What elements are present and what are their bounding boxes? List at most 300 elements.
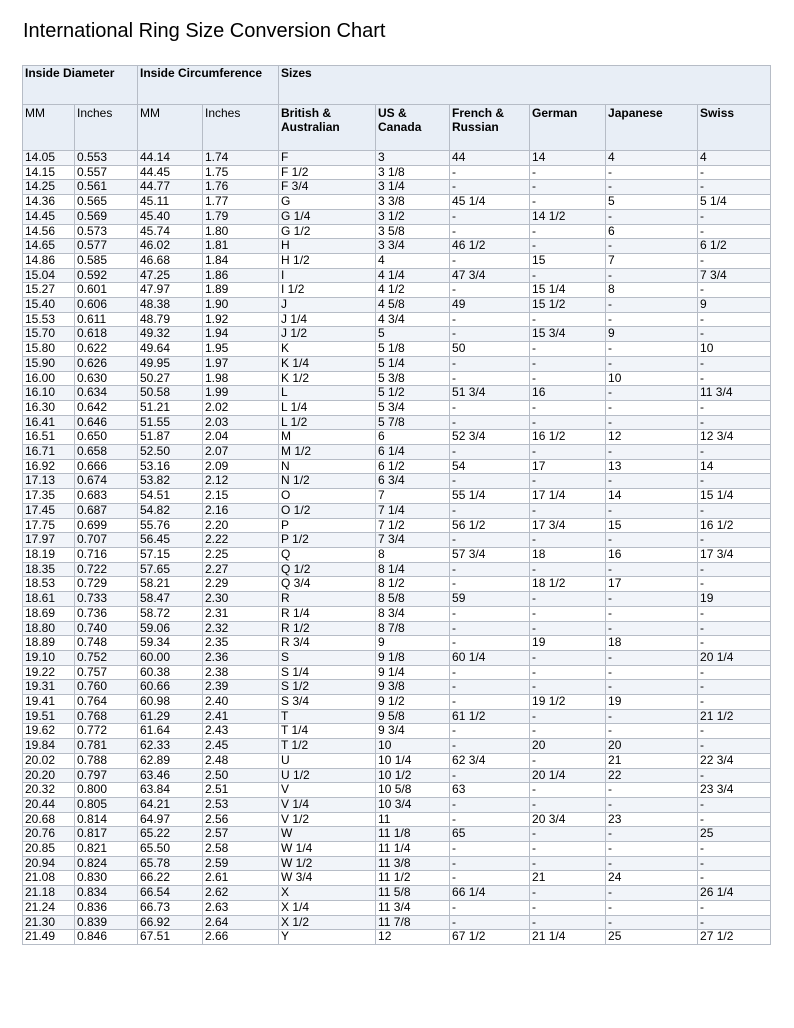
table-row bbox=[23, 180, 771, 195]
table-cell: 0.557 bbox=[75, 165, 138, 180]
table-cell: 17 bbox=[530, 459, 606, 474]
table-cell: 63 bbox=[450, 783, 530, 798]
table-cell: 5 3/4 bbox=[376, 400, 450, 415]
table-cell: 0.772 bbox=[75, 724, 138, 739]
table-cell: - bbox=[606, 827, 698, 842]
table-cell: 11 bbox=[376, 812, 450, 827]
table-cell: 9 5/8 bbox=[376, 709, 450, 724]
table-cell: 0.740 bbox=[75, 621, 138, 636]
col-diameter-mm: MM bbox=[23, 105, 75, 151]
table-cell: 54.51 bbox=[138, 489, 203, 504]
table-cell: 15 1/4 bbox=[698, 489, 771, 504]
table-row bbox=[23, 209, 771, 224]
table-cell: - bbox=[698, 312, 771, 327]
col-us-canada: US & Canada bbox=[376, 105, 450, 151]
table-cell: 8 3/4 bbox=[376, 606, 450, 621]
table-cell: 0.716 bbox=[75, 547, 138, 562]
table-cell: 17.35 bbox=[23, 489, 75, 504]
table-cell: U 1/2 bbox=[279, 768, 376, 783]
table-cell: - bbox=[530, 533, 606, 548]
table-cell: 14 bbox=[698, 459, 771, 474]
table-row bbox=[23, 533, 771, 548]
table-cell: 2.62 bbox=[203, 886, 279, 901]
table-cell: X bbox=[279, 886, 376, 901]
table-cell: W 3/4 bbox=[279, 871, 376, 886]
table-cell: 21.08 bbox=[23, 871, 75, 886]
table-cell: 16 1/2 bbox=[530, 430, 606, 445]
table-cell: 20.02 bbox=[23, 753, 75, 768]
table-cell: - bbox=[530, 562, 606, 577]
table-cell: 15.40 bbox=[23, 298, 75, 313]
table-row bbox=[23, 709, 771, 724]
table-row bbox=[23, 930, 771, 945]
table-cell: 57.15 bbox=[138, 547, 203, 562]
table-cell: - bbox=[530, 709, 606, 724]
table-cell: - bbox=[450, 724, 530, 739]
table-row bbox=[23, 151, 771, 166]
table-cell: 20 1/4 bbox=[530, 768, 606, 783]
table-cell: 1.75 bbox=[203, 165, 279, 180]
table-cell: - bbox=[450, 577, 530, 592]
table-row bbox=[23, 312, 771, 327]
table-cell: 52.50 bbox=[138, 445, 203, 460]
table-row bbox=[23, 871, 771, 886]
table-cell: 18.53 bbox=[23, 577, 75, 592]
table-row bbox=[23, 562, 771, 577]
table-cell: G bbox=[279, 195, 376, 210]
table-cell: 19.62 bbox=[23, 724, 75, 739]
table-cell: 65.78 bbox=[138, 856, 203, 871]
table-cell: 1.95 bbox=[203, 342, 279, 357]
table-cell: - bbox=[530, 239, 606, 254]
table-cell: 9 1/4 bbox=[376, 665, 450, 680]
table-cell: 18 1/2 bbox=[530, 577, 606, 592]
table-cell: - bbox=[606, 239, 698, 254]
table-cell: 46 1/2 bbox=[450, 239, 530, 254]
table-cell: 5 bbox=[606, 195, 698, 210]
table-cell: - bbox=[450, 636, 530, 651]
table-cell: 2.03 bbox=[203, 415, 279, 430]
table-cell: 8 1/2 bbox=[376, 577, 450, 592]
table-cell: X 1/2 bbox=[279, 915, 376, 930]
table-cell: - bbox=[450, 503, 530, 518]
table-cell: 19 bbox=[606, 695, 698, 710]
table-row bbox=[23, 724, 771, 739]
table-cell: M bbox=[279, 430, 376, 445]
table-cell: 14.65 bbox=[23, 239, 75, 254]
table-cell: 6 bbox=[606, 224, 698, 239]
table-cell: - bbox=[450, 842, 530, 857]
table-row bbox=[23, 592, 771, 607]
table-cell: X 1/4 bbox=[279, 900, 376, 915]
table-cell: 2.48 bbox=[203, 753, 279, 768]
table-cell: Q 3/4 bbox=[279, 577, 376, 592]
table-cell: 16.51 bbox=[23, 430, 75, 445]
table-cell: 20 bbox=[606, 739, 698, 754]
table-cell: K 1/2 bbox=[279, 371, 376, 386]
table-cell: 2.40 bbox=[203, 695, 279, 710]
table-cell: - bbox=[606, 592, 698, 607]
table-cell: - bbox=[530, 827, 606, 842]
table-cell: - bbox=[450, 356, 530, 371]
table-cell: - bbox=[698, 680, 771, 695]
table-cell: 50.27 bbox=[138, 371, 203, 386]
table-cell: 45.40 bbox=[138, 209, 203, 224]
table-cell: 0.650 bbox=[75, 430, 138, 445]
table-cell: 15.80 bbox=[23, 342, 75, 357]
table-row bbox=[23, 518, 771, 533]
table-row bbox=[23, 459, 771, 474]
table-cell: F bbox=[279, 151, 376, 166]
table-cell: 61 1/2 bbox=[450, 709, 530, 724]
table-row bbox=[23, 224, 771, 239]
table-cell: 53.16 bbox=[138, 459, 203, 474]
table-cell: 19.22 bbox=[23, 665, 75, 680]
table-cell: 2.50 bbox=[203, 768, 279, 783]
table-cell: 20.68 bbox=[23, 812, 75, 827]
table-cell: - bbox=[530, 312, 606, 327]
table-cell: 25 bbox=[698, 827, 771, 842]
table-cell: 51.55 bbox=[138, 415, 203, 430]
table-cell: 0.817 bbox=[75, 827, 138, 842]
table-cell: 0.836 bbox=[75, 900, 138, 915]
table-row bbox=[23, 239, 771, 254]
table-row bbox=[23, 812, 771, 827]
table-cell: L bbox=[279, 386, 376, 401]
table-cell: 15.53 bbox=[23, 312, 75, 327]
table-cell: 16.00 bbox=[23, 371, 75, 386]
table-cell: - bbox=[698, 533, 771, 548]
table-cell: 9 3/4 bbox=[376, 724, 450, 739]
table-cell: 62 3/4 bbox=[450, 753, 530, 768]
table-cell: - bbox=[698, 768, 771, 783]
table-cell: - bbox=[450, 180, 530, 195]
table-row bbox=[23, 298, 771, 313]
table-cell: 15.90 bbox=[23, 356, 75, 371]
table-cell: 17.13 bbox=[23, 474, 75, 489]
table-cell: 6 bbox=[376, 430, 450, 445]
table-cell: R 1/4 bbox=[279, 606, 376, 621]
column-header-row bbox=[23, 105, 771, 151]
table-cell: 0.553 bbox=[75, 151, 138, 166]
table-row bbox=[23, 650, 771, 665]
table-row bbox=[23, 342, 771, 357]
table-cell: 46.68 bbox=[138, 253, 203, 268]
table-cell: 7 bbox=[606, 253, 698, 268]
table-cell: - bbox=[606, 356, 698, 371]
table-cell: 2.31 bbox=[203, 606, 279, 621]
table-cell: - bbox=[606, 650, 698, 665]
table-cell: 15 3/4 bbox=[530, 327, 606, 342]
table-cell: 11 3/4 bbox=[376, 900, 450, 915]
table-row bbox=[23, 445, 771, 460]
table-body bbox=[23, 151, 771, 945]
table-cell: F 3/4 bbox=[279, 180, 376, 195]
table-cell: - bbox=[698, 842, 771, 857]
table-cell: - bbox=[530, 797, 606, 812]
table-cell: 0.683 bbox=[75, 489, 138, 504]
table-cell: O 1/2 bbox=[279, 503, 376, 518]
table-cell: 18 bbox=[606, 636, 698, 651]
table-cell: 1.97 bbox=[203, 356, 279, 371]
table-cell: - bbox=[698, 209, 771, 224]
table-cell: 60.66 bbox=[138, 680, 203, 695]
table-cell: 11 5/8 bbox=[376, 886, 450, 901]
table-cell: 14 1/2 bbox=[530, 209, 606, 224]
table-cell: 9 bbox=[376, 636, 450, 651]
table-cell: - bbox=[698, 915, 771, 930]
col-japanese: Japanese bbox=[606, 105, 698, 151]
table-cell: 9 bbox=[606, 327, 698, 342]
table-cell: - bbox=[530, 665, 606, 680]
table-cell: - bbox=[606, 474, 698, 489]
table-cell: 2.04 bbox=[203, 430, 279, 445]
table-cell: 0.630 bbox=[75, 371, 138, 386]
table-cell: - bbox=[450, 797, 530, 812]
table-cell: - bbox=[450, 400, 530, 415]
table-cell: 16.92 bbox=[23, 459, 75, 474]
table-cell: - bbox=[606, 709, 698, 724]
table-row bbox=[23, 489, 771, 504]
table-cell: 65 bbox=[450, 827, 530, 842]
table-cell: 66.54 bbox=[138, 886, 203, 901]
table-cell: 0.601 bbox=[75, 283, 138, 298]
table-cell: 11 1/2 bbox=[376, 871, 450, 886]
table-cell: G 1/4 bbox=[279, 209, 376, 224]
table-cell: - bbox=[450, 900, 530, 915]
table-cell: 16 bbox=[530, 386, 606, 401]
table-cell: 3 1/2 bbox=[376, 209, 450, 224]
table-cell: - bbox=[698, 445, 771, 460]
table-cell: - bbox=[606, 445, 698, 460]
table-cell: - bbox=[606, 298, 698, 313]
table-cell: 3 1/8 bbox=[376, 165, 450, 180]
table-cell: - bbox=[606, 562, 698, 577]
table-cell: 18.19 bbox=[23, 547, 75, 562]
table-cell: 5 1/4 bbox=[376, 356, 450, 371]
table-cell: 12 3/4 bbox=[698, 430, 771, 445]
table-cell: - bbox=[450, 209, 530, 224]
table-cell: J 1/4 bbox=[279, 312, 376, 327]
table-cell: 2.20 bbox=[203, 518, 279, 533]
table-cell: - bbox=[530, 165, 606, 180]
table-cell: - bbox=[530, 195, 606, 210]
table-cell: 17 3/4 bbox=[698, 547, 771, 562]
table-cell: R 1/2 bbox=[279, 621, 376, 636]
table-cell: - bbox=[450, 739, 530, 754]
table-cell: 66.73 bbox=[138, 900, 203, 915]
table-cell: - bbox=[698, 812, 771, 827]
table-row bbox=[23, 636, 771, 651]
table-cell: - bbox=[450, 768, 530, 783]
table-cell: 6 1/4 bbox=[376, 445, 450, 460]
table-cell: 19.10 bbox=[23, 650, 75, 665]
table-cell: - bbox=[606, 165, 698, 180]
table-cell: 5 bbox=[376, 327, 450, 342]
table-cell: - bbox=[530, 180, 606, 195]
ring-size-table bbox=[22, 65, 771, 945]
table-cell: 20.94 bbox=[23, 856, 75, 871]
table-cell: 11 3/4 bbox=[698, 386, 771, 401]
table-cell: - bbox=[450, 283, 530, 298]
table-cell: 0.573 bbox=[75, 224, 138, 239]
table-cell: 21.24 bbox=[23, 900, 75, 915]
table-cell: - bbox=[698, 856, 771, 871]
table-cell: 5 7/8 bbox=[376, 415, 450, 430]
table-cell: 20 bbox=[530, 739, 606, 754]
table-cell: 0.569 bbox=[75, 209, 138, 224]
table-cell: 4 1/4 bbox=[376, 268, 450, 283]
table-cell: 58.72 bbox=[138, 606, 203, 621]
table-cell: W 1/2 bbox=[279, 856, 376, 871]
col-swiss: Swiss bbox=[698, 105, 771, 151]
table-cell: 10 1/4 bbox=[376, 753, 450, 768]
table-cell: 45.11 bbox=[138, 195, 203, 210]
table-cell: - bbox=[530, 371, 606, 386]
table-cell: 0.577 bbox=[75, 239, 138, 254]
table-cell: N 1/2 bbox=[279, 474, 376, 489]
table-cell: - bbox=[530, 356, 606, 371]
table-cell: - bbox=[530, 842, 606, 857]
table-cell: S bbox=[279, 650, 376, 665]
table-cell: 20.44 bbox=[23, 797, 75, 812]
table-row bbox=[23, 430, 771, 445]
table-cell: 2.39 bbox=[203, 680, 279, 695]
table-cell: 2.56 bbox=[203, 812, 279, 827]
table-cell: 4 bbox=[376, 253, 450, 268]
table-cell: - bbox=[450, 165, 530, 180]
table-cell: 18.69 bbox=[23, 606, 75, 621]
table-cell: 25 bbox=[606, 930, 698, 945]
table-cell: 67.51 bbox=[138, 930, 203, 945]
table-cell: 49 bbox=[450, 298, 530, 313]
table-cell: 2.22 bbox=[203, 533, 279, 548]
table-cell: 2.45 bbox=[203, 739, 279, 754]
table-cell: 1.80 bbox=[203, 224, 279, 239]
table-cell: 49.95 bbox=[138, 356, 203, 371]
table-cell: - bbox=[606, 797, 698, 812]
table-cell: 54 bbox=[450, 459, 530, 474]
table-cell: 2.27 bbox=[203, 562, 279, 577]
table-cell: 2.61 bbox=[203, 871, 279, 886]
table-cell: 8 bbox=[606, 283, 698, 298]
table-cell: - bbox=[606, 533, 698, 548]
table-cell: 21.30 bbox=[23, 915, 75, 930]
table-cell: 0.800 bbox=[75, 783, 138, 798]
table-cell: V 1/2 bbox=[279, 812, 376, 827]
table-row bbox=[23, 356, 771, 371]
col-circumference-mm: MM bbox=[138, 105, 203, 151]
table-cell: - bbox=[698, 474, 771, 489]
table-cell: O bbox=[279, 489, 376, 504]
table-cell: 4 5/8 bbox=[376, 298, 450, 313]
table-row bbox=[23, 606, 771, 621]
table-cell: 4 1/2 bbox=[376, 283, 450, 298]
table-cell: 0.736 bbox=[75, 606, 138, 621]
table-cell: 65.50 bbox=[138, 842, 203, 857]
table-row bbox=[23, 621, 771, 636]
table-cell: 21.18 bbox=[23, 886, 75, 901]
table-cell: - bbox=[698, 253, 771, 268]
table-cell: 2.30 bbox=[203, 592, 279, 607]
table-cell: - bbox=[606, 400, 698, 415]
table-cell: 19 bbox=[698, 592, 771, 607]
table-cell: 2.12 bbox=[203, 474, 279, 489]
table-cell: S 1/2 bbox=[279, 680, 376, 695]
table-cell: 2.29 bbox=[203, 577, 279, 592]
table-row bbox=[23, 665, 771, 680]
table-cell: 23 bbox=[606, 812, 698, 827]
table-cell: - bbox=[606, 621, 698, 636]
table-cell: 62.89 bbox=[138, 753, 203, 768]
table-row bbox=[23, 753, 771, 768]
table-cell: 15.04 bbox=[23, 268, 75, 283]
table-cell: - bbox=[698, 327, 771, 342]
col-diameter-inches: Inches bbox=[75, 105, 138, 151]
table-cell: 2.02 bbox=[203, 400, 279, 415]
table-cell: - bbox=[698, 665, 771, 680]
table-cell: 9 bbox=[698, 298, 771, 313]
table-cell: 10 bbox=[698, 342, 771, 357]
table-cell: 0.781 bbox=[75, 739, 138, 754]
table-cell: 49.64 bbox=[138, 342, 203, 357]
table-row bbox=[23, 268, 771, 283]
table-cell: 5 3/8 bbox=[376, 371, 450, 386]
table-cell: 14.56 bbox=[23, 224, 75, 239]
table-row bbox=[23, 503, 771, 518]
table-cell: 56 1/2 bbox=[450, 518, 530, 533]
table-cell: 60 1/4 bbox=[450, 650, 530, 665]
table-cell: 45.74 bbox=[138, 224, 203, 239]
table-cell: Q 1/2 bbox=[279, 562, 376, 577]
table-cell: 21 1/2 bbox=[698, 709, 771, 724]
table-cell: 20.20 bbox=[23, 768, 75, 783]
table-cell: - bbox=[606, 606, 698, 621]
table-cell: 58.47 bbox=[138, 592, 203, 607]
table-cell: 61.64 bbox=[138, 724, 203, 739]
table-cell: - bbox=[698, 503, 771, 518]
table-cell: 19 1/2 bbox=[530, 695, 606, 710]
table-cell: 0.733 bbox=[75, 592, 138, 607]
table-cell: 2.07 bbox=[203, 445, 279, 460]
table-cell: 6 1/2 bbox=[698, 239, 771, 254]
table-cell: 0.839 bbox=[75, 915, 138, 930]
table-cell: 2.25 bbox=[203, 547, 279, 562]
table-cell: 66.92 bbox=[138, 915, 203, 930]
table-cell: 53.82 bbox=[138, 474, 203, 489]
table-cell: - bbox=[698, 900, 771, 915]
table-cell: - bbox=[606, 268, 698, 283]
table-cell: V bbox=[279, 783, 376, 798]
table-cell: - bbox=[606, 209, 698, 224]
table-cell: 16.30 bbox=[23, 400, 75, 415]
table-cell: - bbox=[450, 665, 530, 680]
table-cell: - bbox=[606, 180, 698, 195]
table-cell: 2.36 bbox=[203, 650, 279, 665]
table-cell: 21 1/4 bbox=[530, 930, 606, 945]
table-row bbox=[23, 842, 771, 857]
table-cell: 7 bbox=[376, 489, 450, 504]
table-cell: 0.748 bbox=[75, 636, 138, 651]
table-row bbox=[23, 547, 771, 562]
table-cell: 17 1/4 bbox=[530, 489, 606, 504]
table-cell: 2.32 bbox=[203, 621, 279, 636]
table-row bbox=[23, 577, 771, 592]
table-cell: 0.797 bbox=[75, 768, 138, 783]
table-cell: 0.674 bbox=[75, 474, 138, 489]
table-cell: 0.622 bbox=[75, 342, 138, 357]
table-cell: 14.25 bbox=[23, 180, 75, 195]
